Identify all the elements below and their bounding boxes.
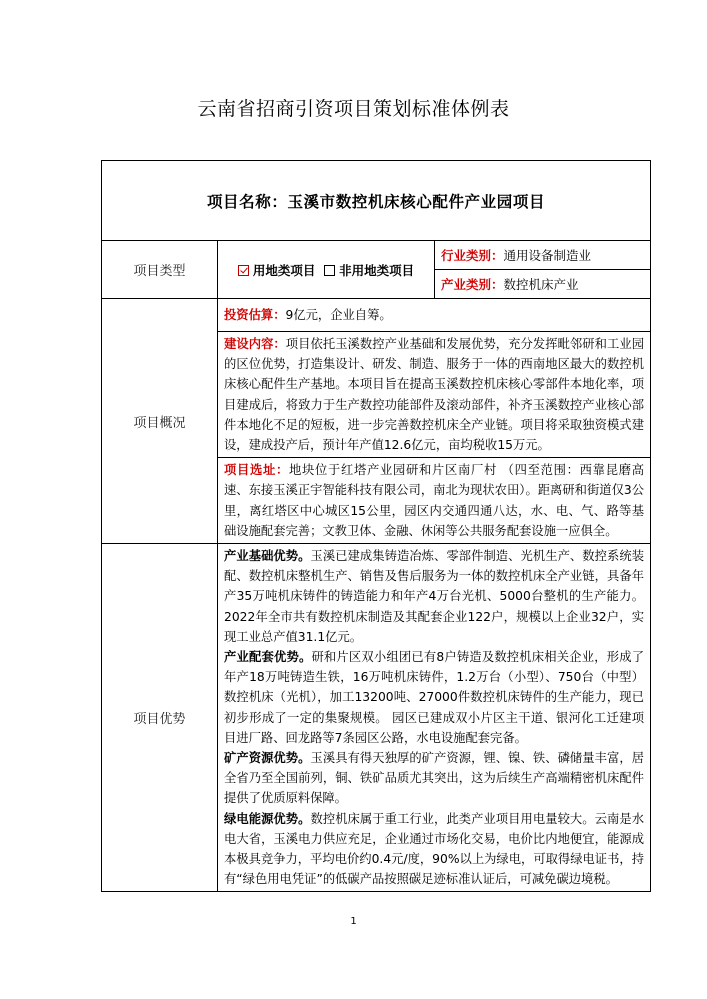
sector-category-value: 数控机床产业 xyxy=(503,277,579,292)
industry-advantage-title: 产业基础优势。 xyxy=(224,549,311,564)
project-type-label: 项目类型 xyxy=(102,241,218,299)
investment-label: 投资估算： xyxy=(224,307,286,322)
construction-content xyxy=(218,332,651,458)
mineral-advantage-text: 玉溪具有得天独厚的矿产资源，锂、镍、铁、磷储量丰富，居全省乃至全国前列，铜、铁矿品质尤其突出，这为后续生产高端精密机床配件提供了优质原料保障。 xyxy=(224,751,645,806)
land-project-checkbox[interactable] xyxy=(238,265,249,276)
support-advantage xyxy=(224,647,644,748)
energy-advantage xyxy=(224,809,644,890)
overview-label: 项目概况 xyxy=(102,299,218,544)
nonland-project-checkbox[interactable] xyxy=(324,265,335,276)
page-title: 云南省招商引资项目策划标准体例表 xyxy=(197,98,510,120)
industry-category-label: 行业类别： xyxy=(441,248,504,263)
page-number: 1 xyxy=(350,916,357,927)
support-advantage-title: 产业配套优势。 xyxy=(224,650,312,665)
energy-advantage-title: 绿电能源优势。 xyxy=(224,811,311,826)
nonland-project-label: 非用地类项目 xyxy=(339,262,415,278)
land-project-label: 用地类项目 xyxy=(252,262,316,278)
support-advantage-text: 研和片区双小组团已有8户铸造及数控机床相关企业，形成了年产18万吨铸造生铁，16万吨机床铸件，1.2万台（小型）、750台（中型）数控机床（光机），加工13200吨、27000件数控机床铸件的生产能力，现已初步形成了一定的集聚规模。 园区已建成双小片区主干道、银河化工迁建项目进厂路、回龙路等7条园区公路，水电设施配套完备。 xyxy=(224,650,645,745)
construction-label: 建设内容： xyxy=(224,337,286,351)
sector-category-label: 产业类别： xyxy=(441,277,504,292)
energy-advantage-text: 数控机床属于重工行业，此类产业项目用电量较大。云南是水电大省，玉溪电力供应充足，企业通过市场化交易，电价比内地便宜，能源成本极具竞争力，平均电价约0.4元/度，90%以上为绿电，可取得绿电证书，持有“绿色用电凭证”的低碳产品按照碳足迹标准认证后，可减免碳边境税。 xyxy=(224,811,645,887)
project-type-options xyxy=(218,241,435,299)
industry-advantage xyxy=(224,546,644,647)
advantages-label: 项目优势 xyxy=(102,544,218,892)
sector-category xyxy=(435,270,651,299)
advantages-content xyxy=(218,544,651,892)
site-label: 项目选址： xyxy=(224,463,290,478)
project-table xyxy=(101,160,651,892)
mineral-advantage xyxy=(224,748,644,809)
industry-category xyxy=(435,241,651,270)
construction-text: 项目依托玉溪数控产业基础和发展优势，充分发挥毗邻研和工业园的区位优势，打造集设计、研发、制造、服务于一体的西南地区最大的数控机床核心配件生产基地。本项目旨在提高玉溪数控机床核心零部件本地化率，项目建成后，将致力于生产数控功能部件及滚动部件，补齐玉溪数控产业核心部件本地化不足的短板，进一步完善数控机床全产业链。项目将采取独资模式建设，建成投产后，预计年产值12.6亿元，亩均税收15万元。 xyxy=(224,337,645,453)
industry-category-value: 通用设备制造业 xyxy=(503,248,592,263)
project-site xyxy=(218,458,651,544)
industry-advantage-text: 玉溪已建成集铸造冶炼、零部件制造、光机生产、数控系统装配、数控机床整机生产、销售及售后服务为一体的数控机床全产业链，具备年产35万吨机床铸件的铸造能力和年产4万台光机、5000台整机的生产能力。2022年全市共有数控机床制造及其配套企业122户，规模以上企业32户，实现工业总产值31.1亿元。 xyxy=(224,549,645,644)
site-text: 地块位于红塔产业园研和片区南厂村 （四至范围：西靠昆磨高速、东接玉溪正宇智能科技有限公司，南北为现状农田）。距离研和街道仅3公里，离红塔区中心城区15公里，园区内交通四通八达，水、电、气、路等基础设施配套完善；文教卫体、金融、休闲等公共服务配套设施一应俱全。 xyxy=(224,463,645,538)
investment-estimate xyxy=(218,299,651,332)
project-name: 项目名称：玉溪市数控机床核心配件产业园项目 xyxy=(102,161,651,241)
mineral-advantage-title: 矿产资源优势。 xyxy=(224,751,311,766)
investment-text: 9亿元，企业自筹。 xyxy=(285,307,392,322)
